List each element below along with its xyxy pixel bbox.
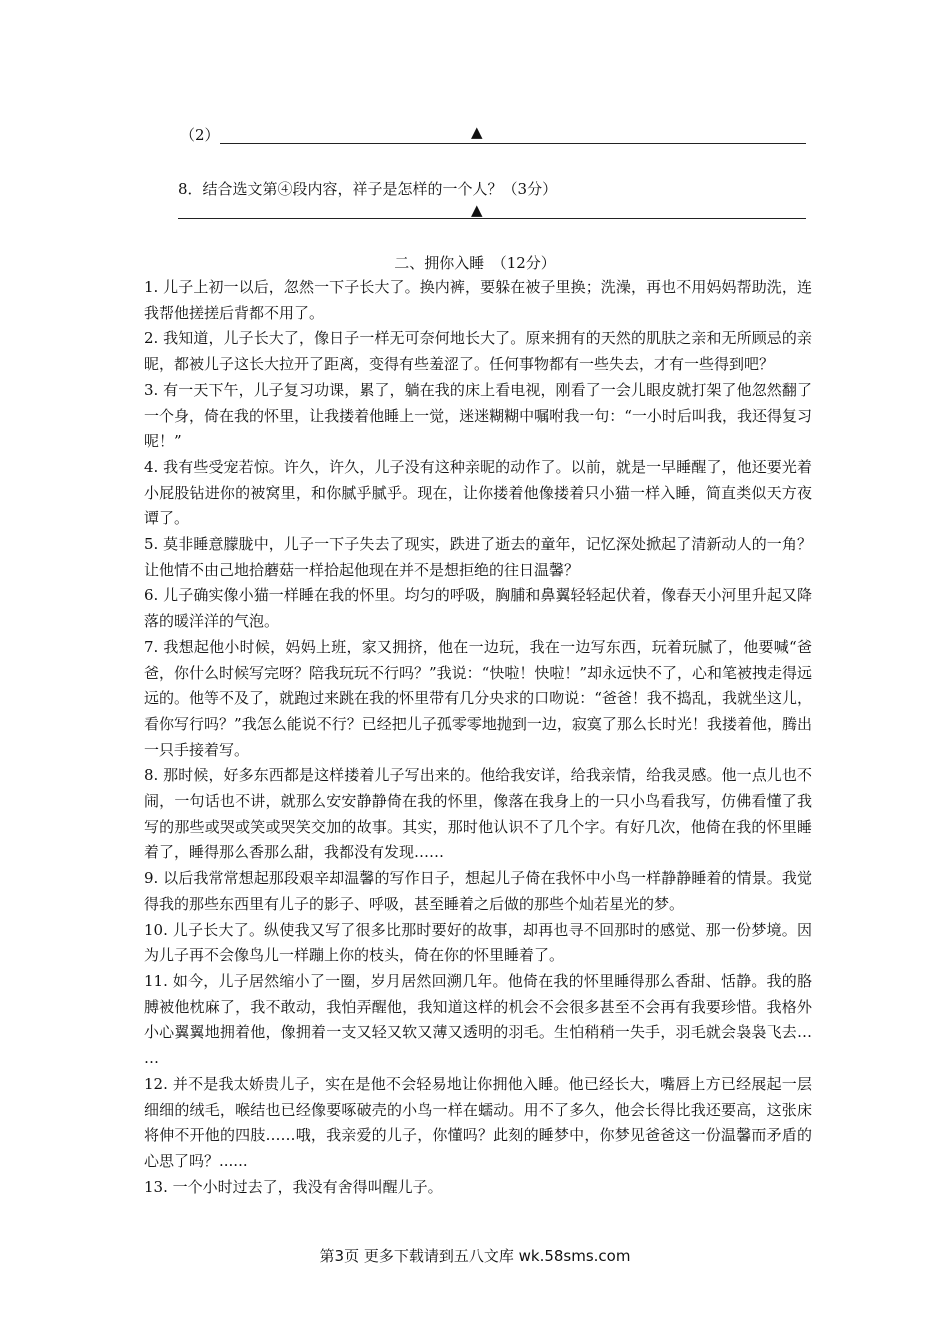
paragraph: 13. 一个小时过去了，我没有舍得叫醒儿子。 [144, 1177, 443, 1196]
paragraph: 2. 我知道，儿子长大了，像日子一样无可奈何地长大了。原来拥有的天然的肌肤之亲和无所顾忌的亲昵，都被儿子这长大拉开了距离，变得有些羞涩了。任何事物都有一些失去，才有一些得到吧？ [144, 329, 812, 374]
triangle-marker-icon: ▲ [471, 123, 483, 141]
paragraph: 1. 儿子上初一以后，忽然一下子长大了。换内裤，要躲在被子里换；洗澡，再也不用妈妈帮助洗，连我帮他搓搓后背都不用了。 [144, 278, 812, 322]
answer-underline [178, 218, 806, 219]
paragraph: 12. 并不是我太娇贵儿子，实在是他不会轻易地让你拥他入睡。他已经长大，嘴唇上方已经展起一层细细的绒毛，喉结也已经像要啄破壳的小鸟一样在蠕动。用不了多久，他会长得比我还要高，这张床将伸不开他的四肢……哦，我亲爱的儿子，你懂吗？此刻的睡梦中，你梦见爸爸这一份温馨而矛盾的心思了吗？...... [144, 1074, 812, 1170]
paragraph: 8. 那时候，好多东西都是这样搂着儿子写出来的。他给我安详，给我亲情，给我灵感。他一点儿也不闹，一句话也不讲，就那么安安静静倚在我的怀里，像落在我身上的一只小鸟看我写，仿佛看懂了我写的那些或哭或笑或哭笑交加的故事。其实，那时他认识不了几个字。有好几次，他倚在我的怀里睡着了，睡得那么香那么甜，我都没有发现…… [144, 766, 812, 862]
paragraph: 4. 我有些受宠若惊。许久，许久，儿子没有这种亲昵的动作了。以前，就是一早睡醒了，他还要光着小屁股钻进你的被窝里，和你腻乎腻乎。现在，让你搂着他像搂着只小猫一样入睡，简直类似天方夜谭了。 [144, 457, 812, 528]
question-8: 8．结合选文第④段内容，祥子是怎样的一个人？（3分） [178, 180, 558, 198]
page-footer: 第3页 更多下载请到五八文库 wk.58sms.com [319, 1247, 631, 1265]
paragraph: 5. 莫非睡意朦胧中，儿子一下子失去了现实，跌进了逝去的童年，记忆深处掀起了清新动人的一角？让他情不由己地拾蘑菇一样拾起他现在并不是想拒绝的往日温馨？ [144, 535, 812, 579]
paragraph: 7. 我想起他小时候，妈妈上班，家又拥挤，他在一边玩，我在一边写东西，玩着玩腻了，他要喊“爸爸，你什么时候写完呀？陪我玩玩不行吗？”我说：“快啦！快啦！”却永远快不了，心和笔被拽走得远远的。他等不及了，就跑过来跳在我的怀里带有几分央求的口吻说：“爸爸！我不捣乱，我就坐这儿，看你写行吗？”我怎么能说不行？已经把儿子孤零零地抛到一边，寂寞了那么长时光！我搂着他，腾出一只手接着写。 [144, 637, 813, 759]
answer-line-2 [180, 122, 806, 146]
answer-number-label: （2） [180, 126, 220, 144]
paragraph: 6. 儿子确实像小猫一样睡在我的怀里。均匀的呼吸，胸脯和鼻翼轻轻起伏着，像春天小河里升起又降落的暖洋洋的气泡。 [144, 586, 812, 631]
paragraph: 11. 如今，儿子居然缩小了一圈，岁月居然回溯几年。他倚在我的怀里睡得那么香甜、恬静。我的胳膊被他枕麻了，我不敢动，我怕弄醒他，我知道这样的机会不会很多甚至不会再有我要珍惜。我格外小心翼翼地拥着他，像拥着一支又轻又软又薄又透明的羽毛。生怕稍稍一失手，羽毛就会袅袅飞去… … [144, 971, 812, 1068]
answer-underline [220, 143, 806, 144]
paragraph: 3. 有一天下午，儿子复习功课，累了，躺在我的床上看电视，刚看了一会儿眼皮就打架了他忽然翻了一个身，倚在我的怀里，让我搂着他睡上一觉，迷迷糊糊中嘱咐我一句：“一小时后叫我，我还得复习呢！” [144, 380, 812, 451]
paragraph: 9. 以后我常常想起那段艰辛却温馨的写作日子，想起儿子倚在我怀中小鸟一样静静睡着的情景。我觉得我的那些东西里有儿子的影子、呼吸，甚至睡着之后做的那些个灿若星光的梦。 [144, 869, 812, 913]
article-body [144, 275, 812, 1200]
section-title: 二、拥你入睡 （12分） [394, 254, 556, 272]
triangle-marker-icon: ▲ [471, 201, 483, 219]
paragraph: 10. 儿子长大了。纵使我又写了很多比那时要好的故事，却再也寻不回那时的感觉、那一份梦境。因为儿子再不会像鸟儿一样蹦上你的枝头，倚在你的怀里睡着了。 [144, 920, 812, 965]
